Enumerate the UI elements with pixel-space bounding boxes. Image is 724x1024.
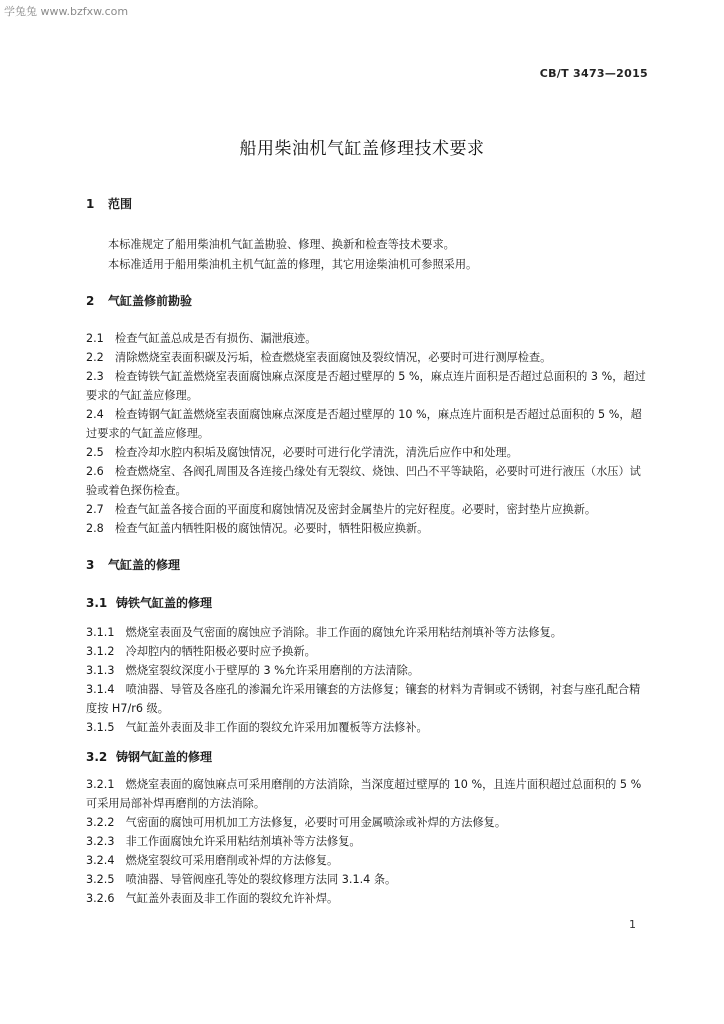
- section-title: 范围: [108, 197, 133, 211]
- section-number: 1: [86, 197, 95, 211]
- section-number: 3: [86, 558, 95, 572]
- standard-number: CB/T 3473—2015: [539, 67, 648, 80]
- clause-number: 3.2.5: [86, 873, 115, 886]
- clause-text: 喷油器、导管及各座孔的渗漏允许采用镶套的方法修复；镶套的材料为青铜或不锈钢，衬套与座孔配合精度按 H7/r6 级。: [86, 683, 641, 715]
- clause-text: 检查铸铁气缸盖燃烧室表面腐蚀麻点深度是否超过壁厚的 5 %，麻点连片面积是否超过总面积的 3 %，超过要求的气缸盖应修理。: [86, 370, 646, 402]
- clause-number: 2.1: [86, 332, 104, 345]
- clause-3-2-4: [86, 851, 646, 870]
- section-number: 2: [86, 294, 95, 308]
- clause-2-4: [86, 405, 646, 443]
- clause-text: 检查气缸盖内牺牲阳极的腐蚀情况。必要时，牺牲阳极应换新。: [115, 522, 429, 535]
- clause-number: 3.1.1: [86, 626, 115, 639]
- clause-text: 气密面的腐蚀可用机加工方法修复，必要时可用金属喷涂或补焊的方法修复。: [125, 816, 507, 829]
- section-2-heading: [86, 292, 192, 309]
- clause-number: 2.6: [86, 465, 104, 478]
- clause-number: 3.2.4: [86, 854, 115, 867]
- section-3-heading: [86, 556, 180, 573]
- clause-number: 3.2.6: [86, 892, 115, 905]
- clause-text: 检查气缸盖总成是否有损伤、漏泄痕迹。: [115, 332, 317, 345]
- clause-3-2-2: [86, 813, 646, 832]
- subsection-number: 3.2: [86, 750, 108, 764]
- section-title: 气缸盖修前勘验: [108, 294, 193, 308]
- clause-text: 气缸盖外表面及非工作面的裂纹允许采用加覆板等方法修补。: [125, 721, 428, 734]
- clause-number: 3.1.3: [86, 664, 115, 677]
- document-title: 船用柴油机气缸盖修理技术要求: [239, 139, 485, 159]
- clause-text: 检查燃烧室、各阀孔周围及各连接凸缘处有无裂纹、烧蚀、凹凸不平等缺陷，必要时可进行液压（水压）试验或着色探伤检查。: [86, 465, 641, 497]
- subsection-title: 铸钢气缸盖的修理: [116, 750, 213, 764]
- clause-number: 2.5: [86, 446, 104, 459]
- clause-3-2-6: [86, 889, 646, 908]
- clause-text: 检查铸钢气缸盖燃烧室表面腐蚀麻点深度是否超过壁厚的 10 %，麻点连片面积是否超过总面积的 5 %，超过要求的气缸盖应修理。: [86, 408, 642, 440]
- page-number: 1: [629, 918, 636, 931]
- clause-2-7: [86, 500, 646, 519]
- clause-3-1-2: [86, 642, 646, 661]
- clause-2-6: [86, 462, 646, 500]
- clause-text: 气缸盖外表面及非工作面的裂纹允许补焊。: [125, 892, 339, 905]
- clause-text: 非工作面腐蚀允许采用粘结剂填补等方法修复。: [125, 835, 361, 848]
- clause-text: 燃烧室裂纹深度小于壁厚的 3 %允许采用磨削的方法清除。: [125, 664, 420, 677]
- clause-3-1-1: [86, 623, 646, 642]
- subsection-number: 3.1: [86, 596, 108, 610]
- clause-3-2-3: [86, 832, 646, 851]
- clause-number: 3.1.5: [86, 721, 115, 734]
- clause-number: 3.1.4: [86, 683, 115, 696]
- clause-2-5: [86, 443, 646, 462]
- clause-number: 3.2.1: [86, 778, 115, 791]
- subsection-title: 铸铁气缸盖的修理: [116, 596, 213, 610]
- clause-3-1-5: [86, 718, 646, 737]
- clause-2-1: [86, 329, 646, 348]
- clause-text: 检查冷却水腔内积垢及腐蚀情况，必要时可进行化学清洗，清洗后应作中和处理。: [115, 446, 518, 459]
- clause-text: 冷却腔内的牺牲阳极必要时应予换新。: [125, 645, 316, 658]
- clause-number: 3.1.2: [86, 645, 115, 658]
- clause-2-3: [86, 367, 646, 405]
- clause-number: 3.2.2: [86, 816, 115, 829]
- clause-text: 清除燃烧室表面积碳及污垢，检查燃烧室表面腐蚀及裂纹情况，必要时可进行测厚检查。: [115, 351, 552, 364]
- clause-number: 2.2: [86, 351, 104, 364]
- clause-number: 3.2.3: [86, 835, 115, 848]
- paragraph: 本标准规定了船用柴油机气缸盖勘验、修理、换新和检查等技术要求。: [108, 238, 455, 251]
- clause-number: 2.3: [86, 370, 104, 383]
- clause-text: 燃烧室裂纹可采用磨削或补焊的方法修复。: [125, 854, 339, 867]
- clause-text: 喷油器、导管阀座孔等处的裂纹修理方法同 3.1.4 条。: [125, 873, 397, 886]
- clause-2-2: [86, 348, 646, 367]
- clause-text: 检查气缸盖各接合面的平面度和腐蚀情况及密封金属垫片的完好程度。必要时，密封垫片应换新。: [115, 503, 597, 516]
- clause-number: 2.4: [86, 408, 104, 421]
- clause-3-2-5: [86, 870, 646, 889]
- watermark: 学兔兔 www.bzfxw.com: [4, 5, 129, 18]
- subsection-3-2-heading: [86, 748, 212, 765]
- clause-number: 2.8: [86, 522, 104, 535]
- clause-text: 燃烧室表面及气密面的腐蚀应予消除。非工作面的腐蚀允许采用粘结剂填补等方法修复。: [125, 626, 562, 639]
- section-title: 气缸盖的修理: [108, 558, 181, 572]
- paragraph: 本标准适用于船用柴油机主机气缸盖的修理，其它用途柴油机可参照采用。: [108, 258, 478, 271]
- clause-3-1-3: [86, 661, 646, 680]
- clause-text: 燃烧室表面的腐蚀麻点可采用磨削的方法消除，当深度超过壁厚的 10 %，且连片面积超过总面积的 5 %可采用局部补焊再磨削的方法消除。: [86, 778, 642, 810]
- section-1-heading: [86, 195, 132, 212]
- clause-3-1-4: [86, 680, 646, 718]
- subsection-3-1-heading: [86, 594, 212, 611]
- clause-3-2-1: [86, 775, 646, 813]
- clause-2-8: [86, 519, 646, 538]
- clause-number: 2.7: [86, 503, 104, 516]
